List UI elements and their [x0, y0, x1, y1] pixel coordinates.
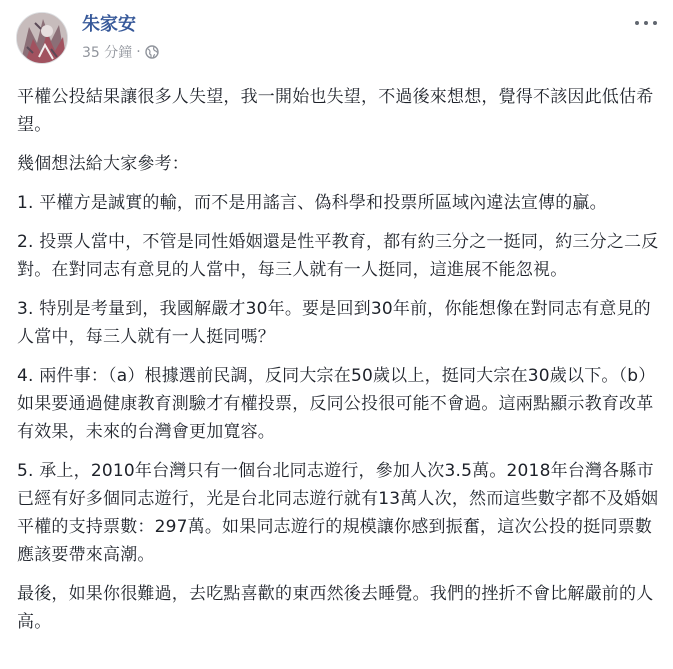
post-paragraph: 2. 投票人當中，不管是同性婚姻還是性平教育，都有約三分之一挺同，約三分之二反對。在對同志有意見的人當中，每三人就有一人挺同，這進展不能忽視。 — [17, 232, 659, 280]
post-paragraph: 3. 特別是考量到，我國解嚴才30年。要是回到30年前，你能想像在對同志有意見的人當中，每三人就有一人挺同嗎？ — [17, 299, 651, 347]
post-paragraph: 1. 平權方是誠實的輸，而不是用謠言、偽科學和投票所區域內違法宣傳的贏。 — [17, 193, 607, 213]
post-timestamp[interactable]: 35 分鐘 — [82, 45, 133, 61]
post-header — [16, 12, 661, 68]
post-meta — [82, 42, 159, 62]
author-avatar[interactable] — [16, 12, 68, 64]
post-paragraph: 平權公投結果讓很多人失望，我一開始也失望，不過後來想想，覺得不該因此低估希望。 — [17, 87, 654, 135]
meta-separator: · — [136, 44, 141, 60]
post-paragraph: 4. 兩件事：（a）根據選前民調，反同大宗在50歲以上，挺同大宗在30歲以下。（b）如果要通過健康教育測驗才有權投票，反同公投很可能不會過。這兩點顯示教育改革有效果，未來的台灣會更加寬容。 — [17, 366, 656, 442]
post-paragraph: 最後，如果你很難過，去吃點喜歡的東西然後去睡覺。我們的挫折不會比解嚴前的人高。 — [17, 584, 654, 632]
avatar-image — [17, 13, 68, 64]
author-name[interactable]: 朱家安 — [82, 14, 136, 35]
post-paragraph: 幾個想法給大家參考： — [17, 154, 189, 174]
post-paragraph: 5. 承上，2010年台灣只有一個台北同志遊行，參加人次3.5萬。2018年台灣各縣市已經有好多個同志遊行，光是台北同志遊行就有13萬人次，然而這些數字都不及婚姻平權的支持票數：297萬。如果同志遊行的規模讓你感到振奮，這次公投的挺同票數應該要帶來高潮。 — [17, 461, 659, 565]
more-options-icon[interactable] — [635, 18, 657, 28]
globe-icon[interactable] — [145, 45, 159, 59]
post-content — [17, 83, 665, 647]
